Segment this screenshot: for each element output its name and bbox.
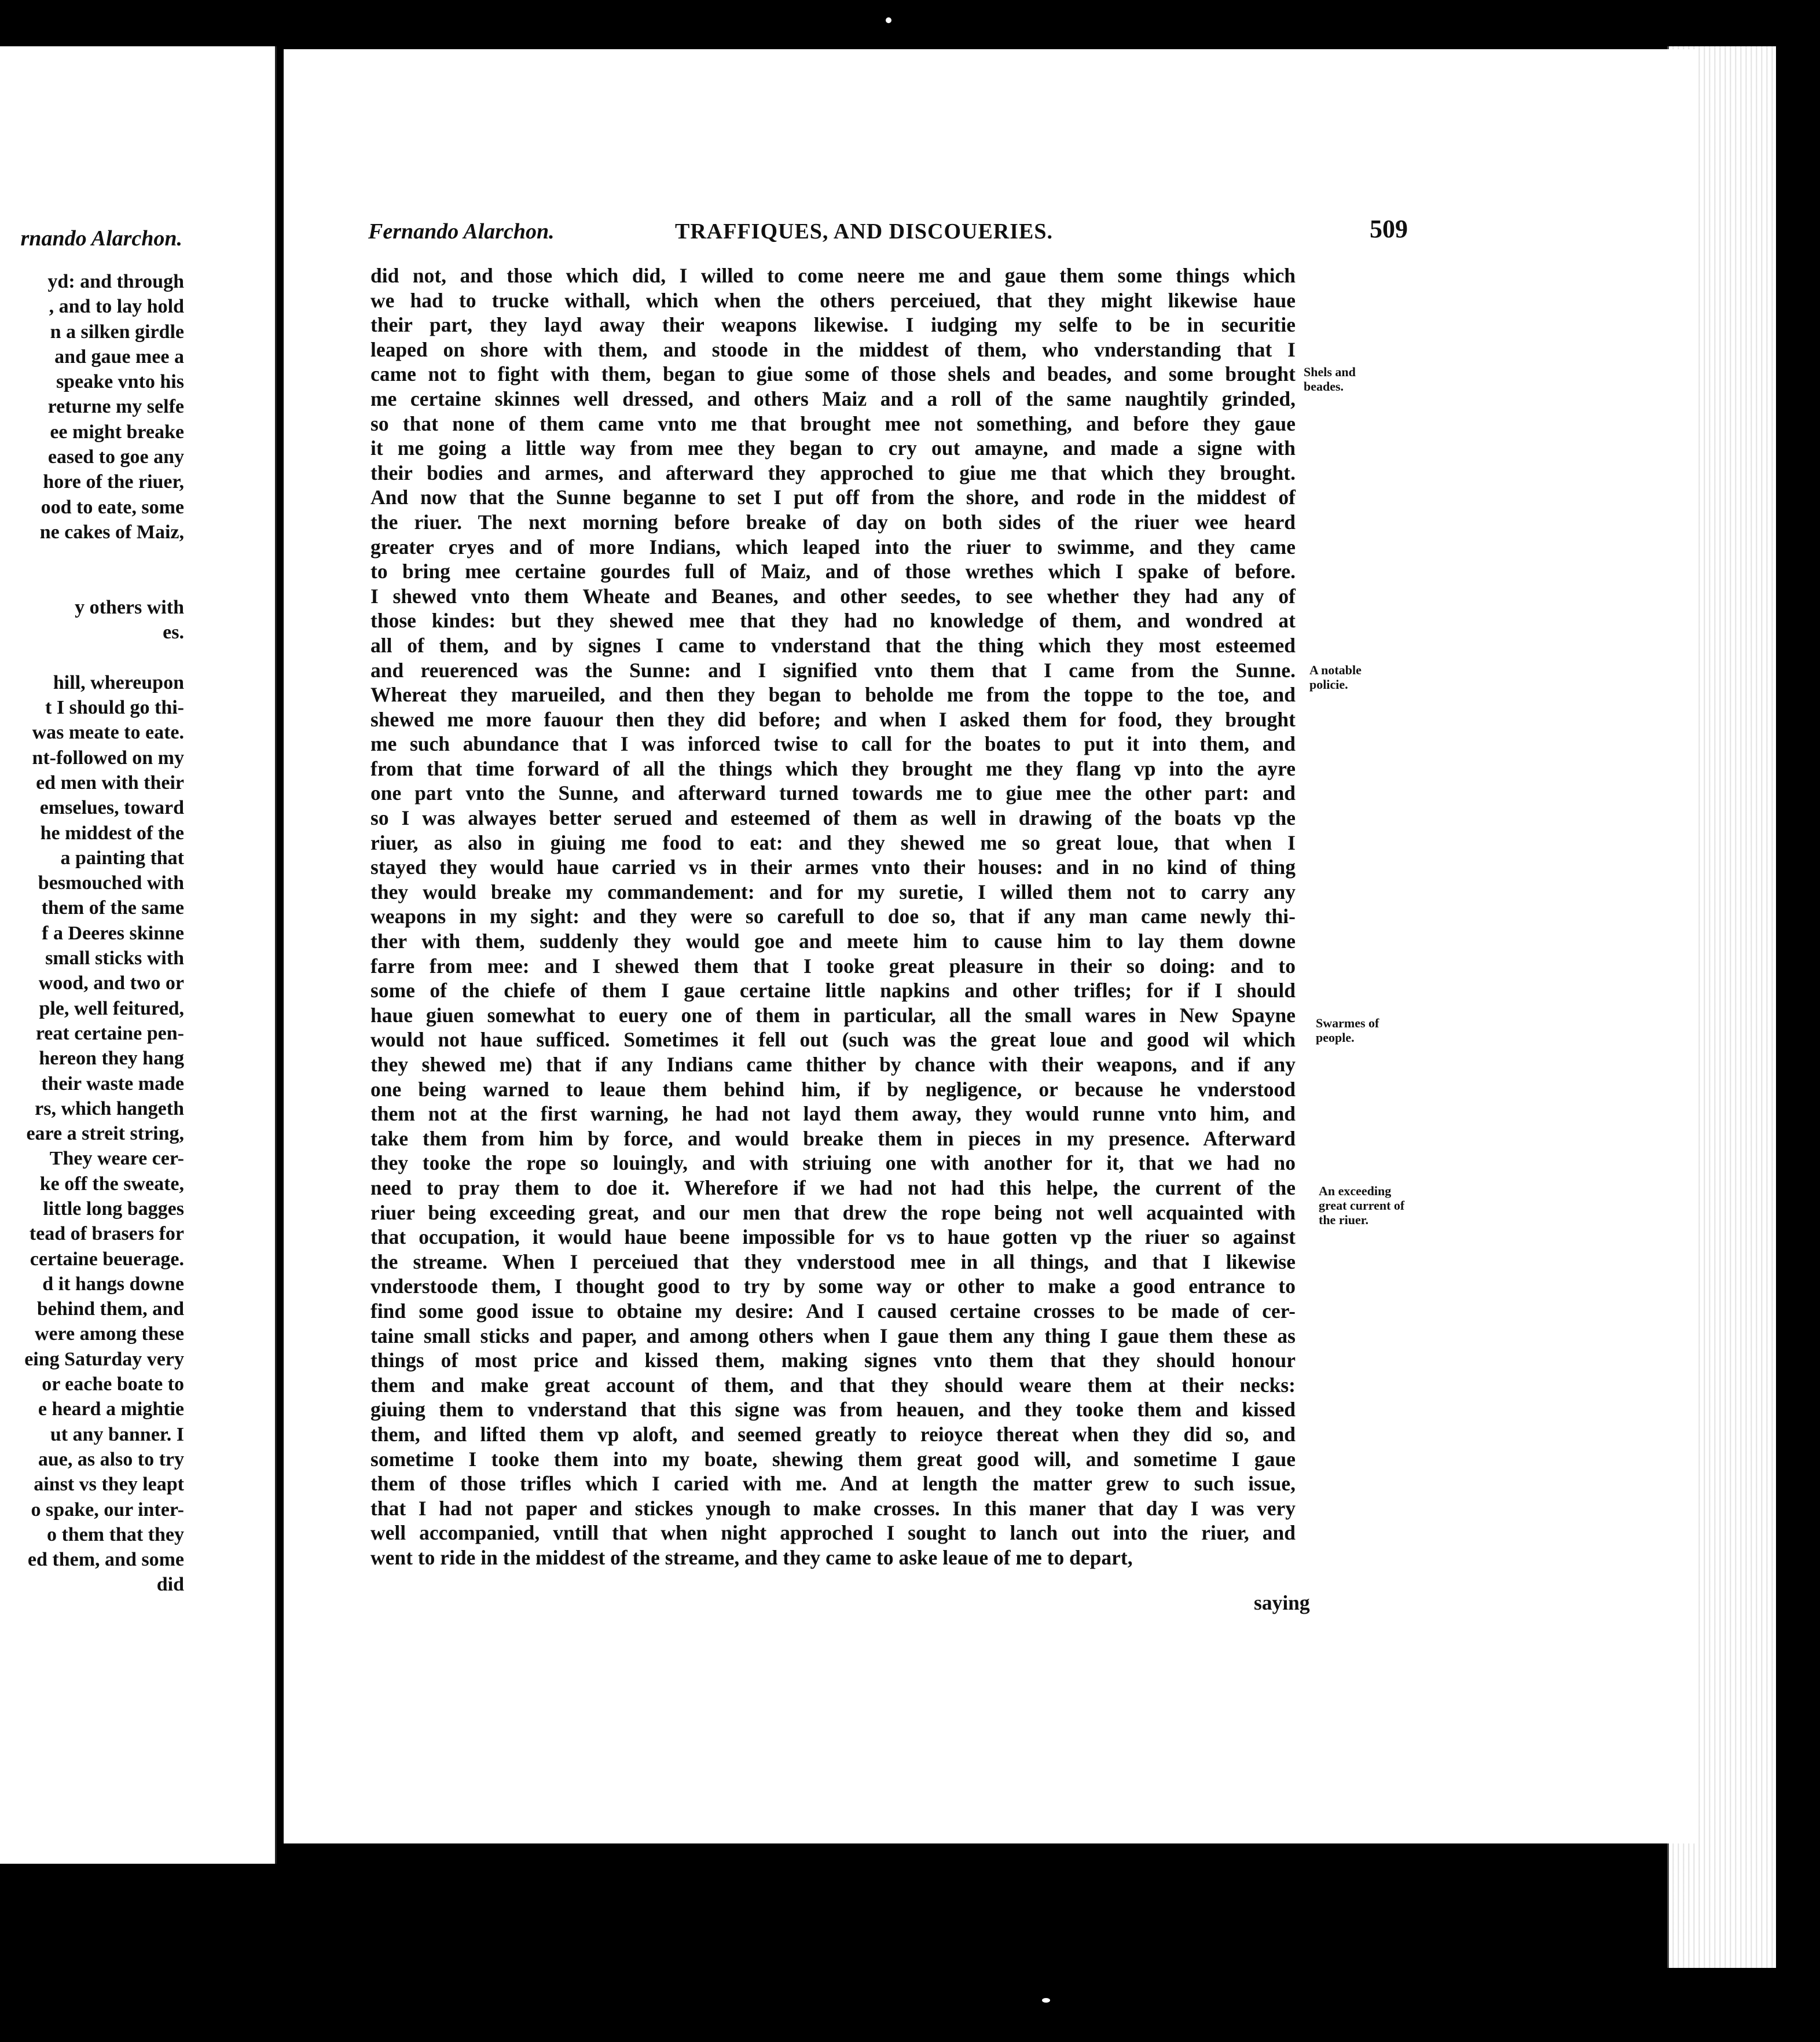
text-line: take them from him by force, and would breake them in pieces in my presence. Afterward bbox=[370, 1126, 1296, 1150]
left-text-line: eare a streit string, bbox=[26, 1123, 184, 1145]
left-text-line: eased to goe any bbox=[47, 446, 184, 468]
text-line: all of them, and by signes I came to vnderstand that the thing which they most esteemed bbox=[370, 633, 1296, 657]
text-line: we had to trucke withall, which when the others perceiued, that they might likewise haue bbox=[370, 288, 1296, 312]
left-page bbox=[0, 46, 277, 1864]
text-line: came not to fight with them, began to giue some of those shels and beades, and some brought bbox=[370, 362, 1296, 386]
left-text-line: was meate to eate. bbox=[32, 722, 184, 744]
left-text-line: t I should go thi- bbox=[45, 697, 184, 719]
text-line: them of those trifles which I caried with me. And at length the matter grew to such issue, bbox=[370, 1472, 1296, 1496]
text-line: I shewed vnto them Wheate and Beanes, and other seedes, to see whether they had any of bbox=[370, 584, 1296, 608]
text-line: weapons in my sight: and they were so carefull to doe so, that if any man came newly thi- bbox=[370, 905, 1296, 928]
left-text-line: he middest of the bbox=[40, 822, 184, 844]
page-number: 509 bbox=[1370, 215, 1408, 243]
left-text-line: d it hangs downe bbox=[42, 1273, 184, 1295]
left-text-line: tead of brasers for bbox=[29, 1223, 184, 1245]
side-note-notable-policie: A notable policie. bbox=[1309, 663, 1362, 692]
text-line: would not haue sufficed. Sometimes it fell out (such was the great loue and good wil which bbox=[370, 1028, 1296, 1052]
left-text-line bbox=[0, 570, 184, 595]
text-line: them and make great account of them, and that they should weare them at their necks: bbox=[370, 1373, 1296, 1397]
text-line: one part vnto the Sunne, and afterward turned towards me to giue mee the other part: and bbox=[370, 781, 1296, 805]
text-line: did not, and those which did, I willed to come neere me and gaue them some things which bbox=[370, 264, 1296, 287]
left-text-line: ke off the sweate, bbox=[39, 1173, 184, 1195]
left-text-line: reat certaine pen- bbox=[35, 1022, 184, 1044]
text-line: from that time forward of all the things which they brought me they flang vp into the ayre bbox=[370, 756, 1296, 780]
left-text-line: or eache boate to bbox=[42, 1373, 184, 1395]
left-text-line: o spake, our inter- bbox=[31, 1499, 184, 1521]
running-head-author: Fernando Alarchon. bbox=[368, 219, 555, 244]
catchword: saying bbox=[1254, 1591, 1310, 1614]
side-note-swarmes-of-people: Swarmes of people. bbox=[1316, 1016, 1379, 1045]
left-text-line: their waste made bbox=[41, 1073, 184, 1095]
text-line: they would breake my commandement: and for my suretie, I willed them not to carry any bbox=[370, 880, 1296, 904]
text-line: greater cryes and of more Indians, which leaped into the riuer to swimme, and they came bbox=[370, 535, 1296, 559]
text-line: their part, they layd away their weapons likewise. I iudging my selfe to be in securitie bbox=[370, 313, 1296, 337]
text-line: leaped on shore with them, and stoode in the middest of them, who vnderstanding that I bbox=[370, 337, 1296, 361]
text-line: those kindes: but they shewed mee that they had no knowledge of them, and wondred at bbox=[370, 609, 1296, 633]
left-text-line: ed them, and some bbox=[27, 1549, 184, 1571]
left-text-line: emselues, toward bbox=[39, 797, 184, 819]
text-line: shewed me more fauour then they did before; and when I asked them for food, they brought bbox=[370, 707, 1296, 731]
text-line: to bring mee certaine gourdes full of Maiz, and of those wrethes which I spake of before. bbox=[370, 560, 1296, 583]
text-line: And now that the Sunne beganne to set I put off from the shore, and rode in the middest of bbox=[370, 486, 1296, 509]
text-line: riuer being exceeding great, and our men that drew the rope being not well acquainted with bbox=[370, 1200, 1296, 1224]
left-text-line: speake vnto his bbox=[56, 371, 184, 393]
left-text-line: wood, and two or bbox=[38, 972, 184, 994]
left-text-line: ee might breake bbox=[50, 421, 184, 443]
left-text-line: e heard a mightie bbox=[38, 1398, 184, 1420]
text-line: stayed they would haue carried vs in their armes vnto their houses: and in no kind of thing bbox=[370, 855, 1296, 879]
text-line: sometime I tooke them into my boate, shewing them great good will, and sometime I gaue bbox=[370, 1447, 1296, 1471]
text-line: the riuer. The next morning before breake of day on both sides of the riuer wee heard bbox=[370, 510, 1296, 534]
scan-speck bbox=[886, 17, 891, 23]
left-text-line: ple, well feitured, bbox=[39, 997, 184, 1019]
text-line: me certaine skinnes well dressed, and others Maiz and a roll of the same naughtily grinded, bbox=[370, 387, 1296, 410]
left-page-text bbox=[0, 269, 184, 1597]
left-text-line: y others with bbox=[75, 596, 184, 618]
text-line: find some good issue to obtaine my desire: And I caused certaine crosses to be made of cer- bbox=[370, 1299, 1296, 1323]
left-text-line: o them that they bbox=[46, 1523, 184, 1545]
left-running-head: rnando Alarchon. bbox=[20, 226, 182, 251]
left-text-line: eing Saturday very bbox=[24, 1348, 184, 1370]
text-line: need to pray them to doe it. Wherefore if we had not had this helpe, the current of the bbox=[370, 1176, 1296, 1199]
left-text-line: yd: and through bbox=[47, 271, 184, 292]
left-text-line: returne my selfe bbox=[47, 396, 184, 418]
left-text-line: ed men with their bbox=[36, 772, 184, 794]
left-text-line: es. bbox=[163, 622, 184, 644]
left-text-line: a painting that bbox=[60, 847, 184, 869]
text-line: their bodies and armes, and afterward they approched to giue me that which they brought. bbox=[370, 461, 1296, 484]
left-text-line: They weare cer- bbox=[49, 1148, 184, 1170]
text-line: riuer, as also in giuing me food to eat: and they shewed me so great loue, that when I bbox=[370, 831, 1296, 854]
side-note-great-current: An exceeding great current of the riuer. bbox=[1319, 1184, 1405, 1227]
left-text-line: them of the same bbox=[41, 897, 184, 919]
left-text-line: little long bagges bbox=[43, 1198, 184, 1220]
left-text-line bbox=[0, 645, 184, 670]
text-line: them not at the first warning, he had not layd them away, they would runne vnto him, and bbox=[370, 1102, 1296, 1126]
running-head-title: TRAFFIQUES, AND DISCOUERIES. bbox=[675, 219, 1054, 244]
left-text-line: ne cakes of Maiz, bbox=[39, 521, 184, 543]
text-line: they tooke the rope so louingly, and with striuing one with another for it, that we had no bbox=[370, 1151, 1296, 1175]
left-text-line: hereon they hang bbox=[39, 1048, 184, 1070]
text-line: things of most price and kissed them, making signes vnto them that they should honour bbox=[370, 1349, 1296, 1372]
left-text-line: , and to lay hold bbox=[49, 296, 184, 318]
left-text-line: rs, which hangeth bbox=[35, 1097, 184, 1119]
text-line: Whereat they marueiled, and then they began to beholde me from the toppe to the toe, and bbox=[370, 683, 1296, 707]
text-line: vnderstoode them, I thought good to try by some way or other to make a good entrance to bbox=[370, 1275, 1296, 1298]
left-text-line: ut any banner. I bbox=[50, 1423, 184, 1445]
left-text-line: small sticks with bbox=[45, 947, 184, 969]
text-line: ther with them, suddenly they would goe and meete him to cause him to lay them downe bbox=[370, 930, 1296, 953]
text-line: that occupation, it would haue beene impossible for vs to haue gotten vp the riuer so against bbox=[370, 1225, 1296, 1249]
scan-speck bbox=[1042, 1998, 1050, 2003]
text-line: well accompanied, vntill that when night approched I sought to lanch out into the riuer, and bbox=[370, 1521, 1296, 1545]
left-text-line: n a silken girdle bbox=[50, 321, 184, 343]
text-line: some of the chiefe of them I gaue certaine little napkins and other trifles; for if I should bbox=[370, 979, 1296, 1002]
left-text-line: hore of the riuer, bbox=[43, 471, 184, 493]
text-line: farre from mee: and I shewed them that I tooke great pleasure in their so doing: and to bbox=[370, 954, 1296, 978]
text-line: giuing them to vnderstand that this signe was from heauen, and they tooke them and kissed bbox=[370, 1398, 1296, 1422]
left-text-line: nt-followed on my bbox=[32, 747, 184, 769]
text-line: it me going a little way from mee they began to cry out amayne, and made a signe with bbox=[370, 436, 1296, 460]
left-text-line: hill, whereupon bbox=[53, 671, 184, 693]
text-line: that I had not paper and stickes ynough to make crosses. In this maner that day I was very bbox=[370, 1496, 1296, 1520]
text-line: me such abundance that I was inforced twise to call for the boates to put it into them, and bbox=[370, 732, 1296, 756]
side-note-shels-and-beades: Shels and beades. bbox=[1304, 365, 1356, 394]
text-line: taine small sticks and paper, and among others when I gaue them any thing I gaue them these as bbox=[370, 1324, 1296, 1347]
left-text-line: did bbox=[156, 1574, 184, 1596]
left-text-line: besmouched with bbox=[38, 872, 184, 894]
left-text-line: f a Deeres skinne bbox=[42, 922, 184, 944]
text-line: one being warned to leaue them behind him, if by negligence, or because he vnderstood bbox=[370, 1077, 1296, 1101]
body-text bbox=[370, 263, 1296, 1570]
text-line: the streame. When I perceiued that they vnderstood mee in all things, and that I likewise bbox=[370, 1250, 1296, 1273]
running-head bbox=[368, 215, 1408, 248]
text-line: went to ride in the middest of the streame, and they came to aske leaue of me to depart, bbox=[370, 1545, 1133, 1569]
left-text-line: ainst vs they leapt bbox=[34, 1474, 184, 1496]
left-text-line: and gaue mee a bbox=[54, 346, 184, 368]
text-line: so I was alwayes better serued and esteemed of them as well in drawing of the boats vp the bbox=[370, 806, 1296, 830]
text-line: them, and lifted them vp aloft, and seemed greatly to reioyce thereat when they did so, and bbox=[370, 1422, 1296, 1446]
text-line: they shewed me) that if any Indians came thither by chance with their weapons, and if any bbox=[370, 1053, 1296, 1076]
left-text-line bbox=[0, 545, 184, 570]
text-line: and reuerenced was the Sunne: and I signified vnto them that I came from the Sunne. bbox=[370, 658, 1296, 682]
text-line: haue giuen somewhat to euery one of them in particular, all the small wares in New Spayne bbox=[370, 1003, 1296, 1027]
left-text-line: ood to eate, some bbox=[41, 496, 184, 518]
left-text-line: aue, as also to try bbox=[38, 1448, 184, 1470]
left-text-line: were among these bbox=[34, 1323, 184, 1345]
text-line: so that none of them came vnto me that brought mee not something, and before they gaue bbox=[370, 412, 1296, 435]
left-text-line: certaine beuerage. bbox=[30, 1248, 184, 1270]
left-text-line: behind them, and bbox=[36, 1298, 184, 1320]
